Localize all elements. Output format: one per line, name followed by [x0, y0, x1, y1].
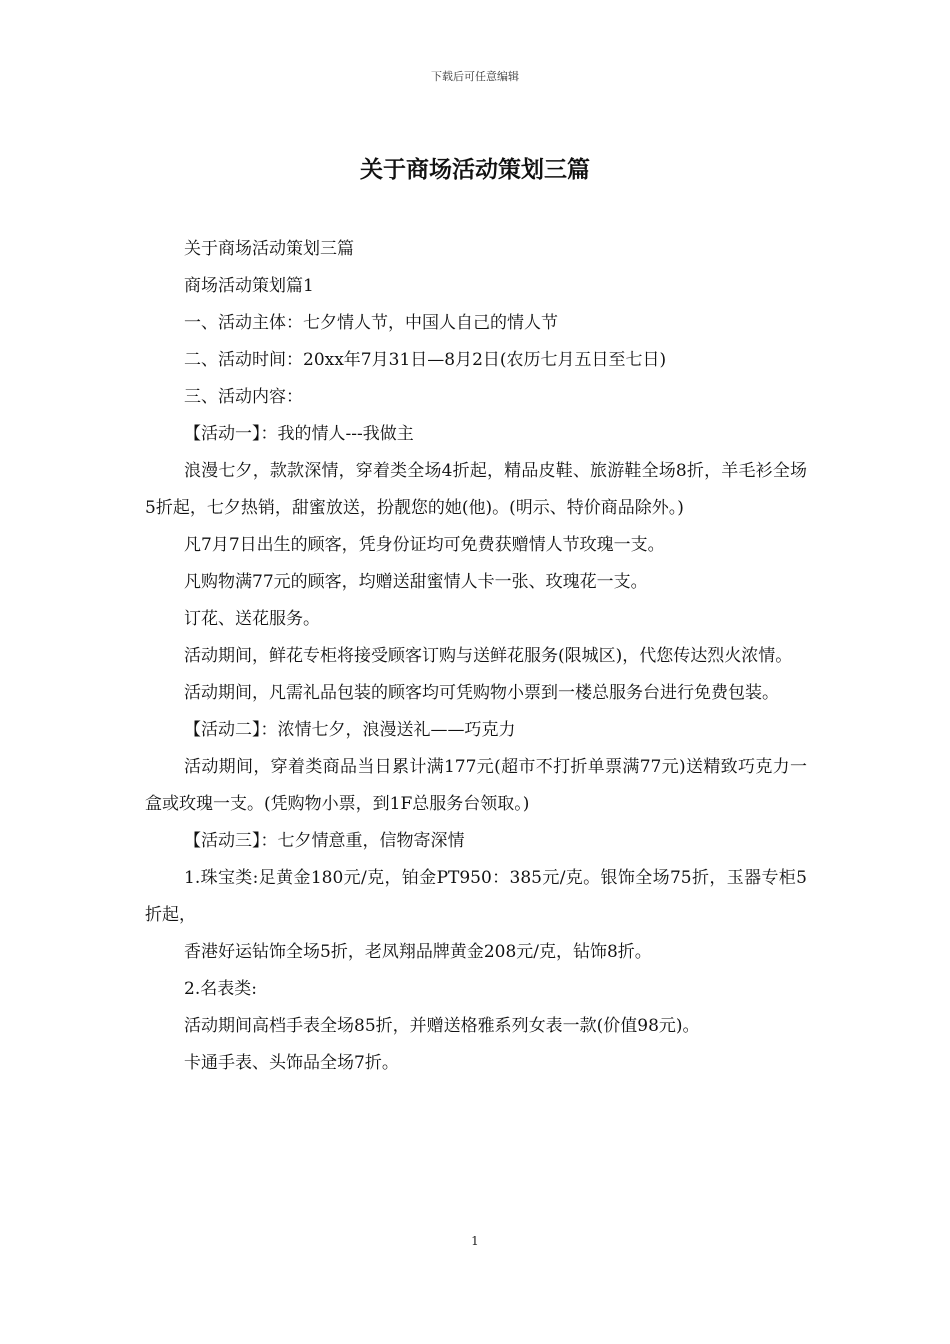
paragraph: 卡通手表、头饰品全场7折。: [184, 1053, 399, 1073]
paragraph: 三、活动内容：: [184, 387, 303, 407]
paragraph: 【活动二】：浓情七夕，浪漫送礼——巧克力: [184, 720, 516, 740]
paragraph: 关于商场活动策划三篇: [184, 239, 354, 259]
paragraph: 2.名表类:: [184, 979, 257, 999]
header-note: 下载后可任意编辑: [431, 70, 519, 83]
document-title: 关于商场活动策划三篇: [360, 156, 590, 183]
paragraph: 订花、送花服务。: [184, 609, 320, 629]
paragraph: 1.珠宝类:足黄金180元/克，铂金PT950：385元/克。银饰全场75折，玉器专柜5折起，: [145, 868, 807, 925]
paragraph: 活动期间，鲜花专柜将接受顾客订购与送鲜花服务(限城区)，代您传达烈火浓情。: [184, 646, 793, 666]
paragraph: 活动期间，穿着类商品当日累计满177元(超市不打折单票满77元)送精致巧克力一盒或玫瑰一支。(凭购物小票，到1F总服务台领取。): [145, 757, 807, 814]
paragraph: 活动期间高档手表全场85折，并赠送格雅系列女表一款(价值98元)。: [184, 1016, 700, 1036]
paragraph: 活动期间，凡需礼品包装的顾客均可凭购物小票到一楼总服务台进行免费包装。: [184, 683, 779, 703]
paragraph: 【活动三】：七夕情意重，信物寄深情: [184, 831, 465, 851]
paragraph: 凡7月7日出生的顾客，凭身份证均可免费获赠情人节玫瑰一支。: [184, 535, 665, 555]
paragraph: 浪漫七夕，款款深情，穿着类全场4折起，精品皮鞋、旅游鞋全场8折，羊毛衫全场5折起，七夕热销，甜蜜放送，扮靓您的她(他)。(明示、特价商品除外。): [145, 461, 807, 518]
document-body: [145, 231, 807, 1082]
paragraph: 【活动一】：我的情人---我做主: [184, 424, 414, 444]
page-number: 1: [471, 1234, 479, 1248]
paragraph: 香港好运钻饰全场5折，老凤翔品牌黄金208元/克，钻饰8折。: [184, 942, 652, 962]
paragraph: 二、活动时间：20xx年7月31日—8月2日(农历七月五日至七日): [184, 350, 667, 370]
paragraph: 凡购物满77元的顾客，均赠送甜蜜情人卡一张、玫瑰花一支。: [184, 572, 648, 592]
paragraph: 商场活动策划篇1: [184, 276, 314, 296]
paragraph: 一、活动主体：七夕情人节，中国人自己的情人节: [184, 313, 558, 333]
